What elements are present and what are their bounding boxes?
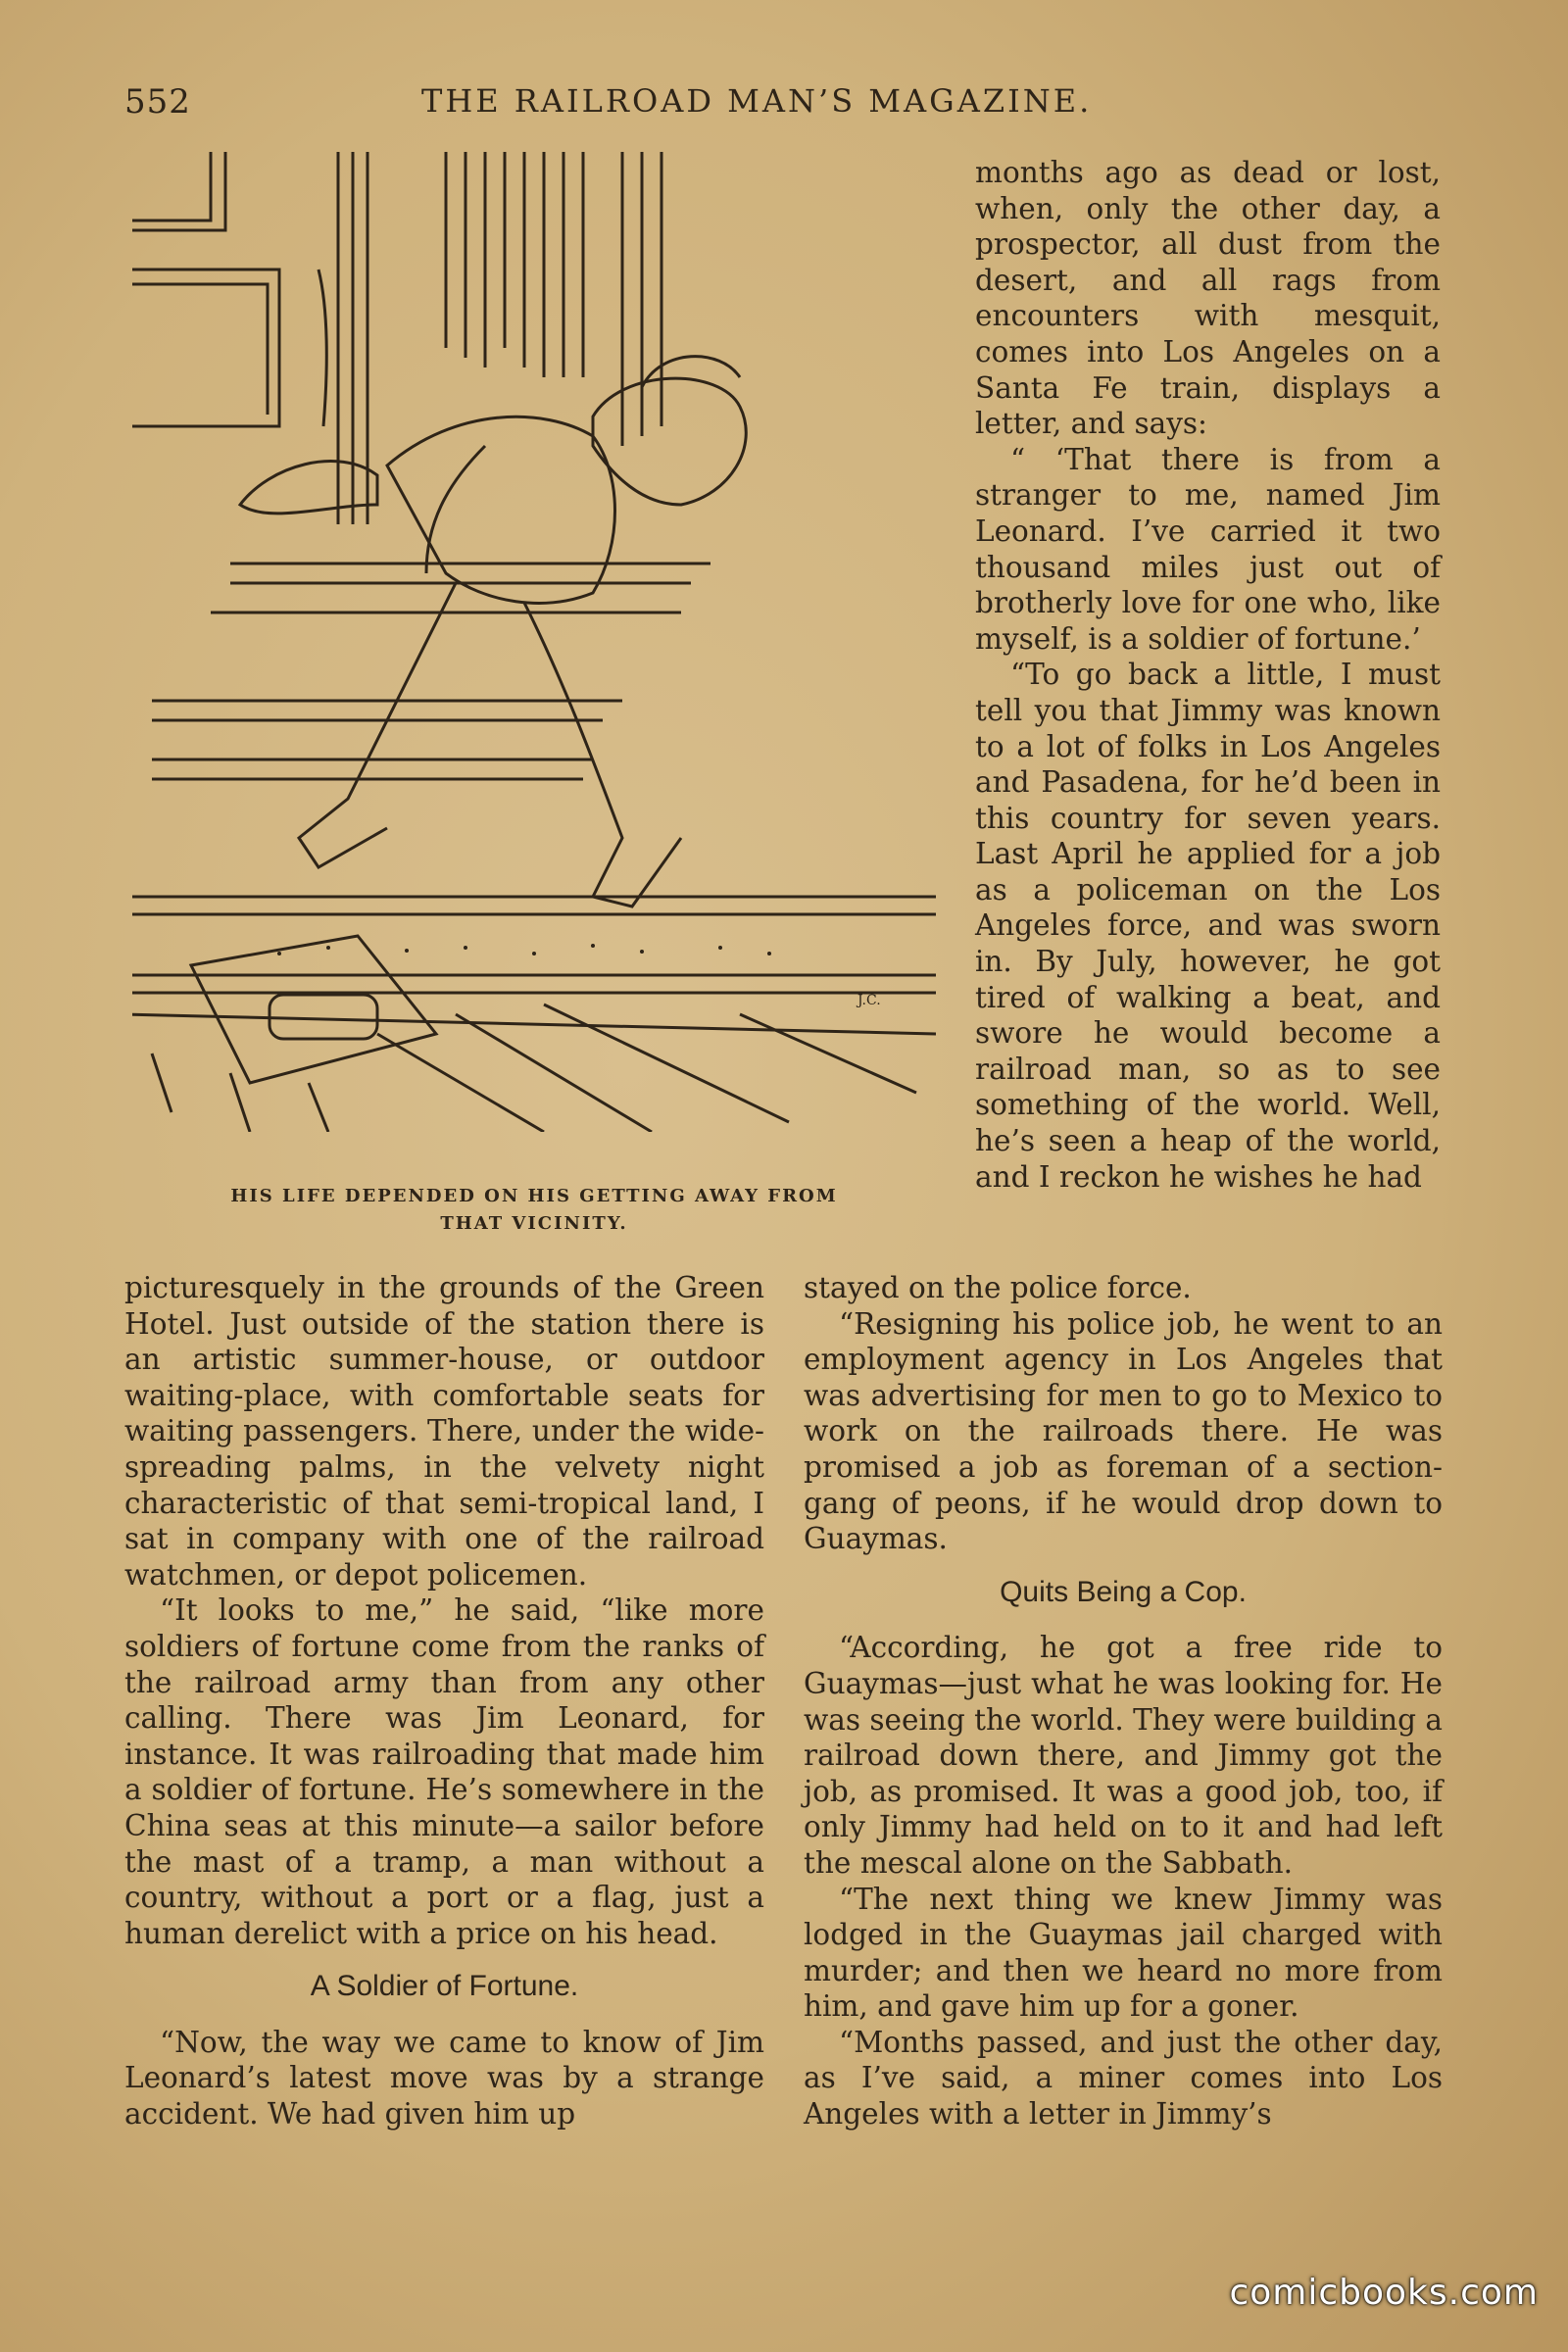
section-heading: A Soldier of Fortune.	[310, 1970, 579, 2003]
running-title: THE RAILROAD MAN’S MAGAZINE.	[421, 82, 1093, 120]
paragraph: “It looks to me,” he said, “like more soldiers of fortune come from the ranks of the railroad army than from any other calling. There was Jim Leonard, for instance. It was railroading that made him a soldier of fortune. He’s somewhere in the China seas at this minute—a sailor before the mast of a tramp, a man without a country, without a port or a flag, just a human derelict with a price on his head.	[124, 1593, 764, 1950]
paragraph: “The next thing we knew Jimmy was lodged in the Guaymas jail charged with murder; and then we heard no more from him, and gave him up for a goner.	[804, 1882, 1443, 2024]
paragraph: “Months passed, and just the other day, as I’ve said, a miner comes into Los Angeles with a letter in Jimmy’s	[804, 2025, 1443, 2132]
paragraph: “Resigning his police job, he went to an employment agency in Los Angeles that was advertising for men to go to Mexico to work on the railroads there. He was promised a job as foreman of a section-gang of peons, if he would drop down to Guaymas.	[804, 1306, 1443, 1556]
paragraph: “According, he got a free ride to Guaymas—just what he was looking for. He was seeing the world. They were building a railroad down there, and Jimmy got the job, as promised. It was a good job, too, if only Jimmy had held on to it and had left the mescal alone on the Sabbath.	[804, 1631, 1443, 1880]
caption-line: THAT VICINITY.	[440, 1213, 628, 1234]
paragraph: picturesquely in the grounds of the Green Hotel. Just outside of the station there is an artistic summer-house, or outdoor waiting-place, with comfortable seats for waiting passengers. There, under the wide-spreading palms, in the velvety night characteristic of that semi-tropical land, I sat in company with one of the railroad watchmen, or depot policemen.	[124, 1271, 764, 1592]
caption-line: HIS LIFE DEPENDED ON HIS GETTING AWAY FROM	[230, 1186, 838, 1206]
man-jumping-from-train-illustration	[132, 152, 936, 1132]
paragraph: stayed on the police force.	[804, 1271, 1192, 1304]
section-heading: Quits Being a Cop.	[1000, 1575, 1247, 1608]
paragraph: months ago as dead or lost, when, only the other day, a prospector, all dust from the desert, and all rags from encounters with mesquit, comes into Los Angeles on a Santa Fe train, displays a letter, and says:	[975, 156, 1441, 441]
column-right	[804, 1270, 1443, 2132]
page-number: 552	[124, 82, 191, 122]
column-left	[124, 1270, 764, 2132]
illustrator-signature: J.C.	[858, 993, 881, 1008]
site-watermark: comicbooks.com	[1229, 2273, 1539, 2313]
paragraph: “To go back a little, I must tell you that Jimmy was known to a lot of folks in Los Angeles and Pasadena, for he’d been in this country for seven years. Last April he applied for a job as a policeman on the Los Angeles force, and was sworn in. By July, however, he got tired of walking a beat, and swore he would become a railroad man, so as to see something of the world. Well, he’s seen a heap of the world, and I reckon he wishes he had	[975, 658, 1441, 1194]
column-top-right	[975, 155, 1441, 1195]
illustration-caption	[127, 1183, 941, 1238]
paragraph: “ ‘That there is from a stranger to me, named Jim Leonard. I’ve carried it two thousand miles just out of brotherly love for one who, like myself, is a soldier of fortune.’	[975, 442, 1441, 656]
paragraph: “Now, the way we came to know of Jim Leonard’s latest move was by a strange accident. We had given him up	[124, 2025, 764, 2132]
